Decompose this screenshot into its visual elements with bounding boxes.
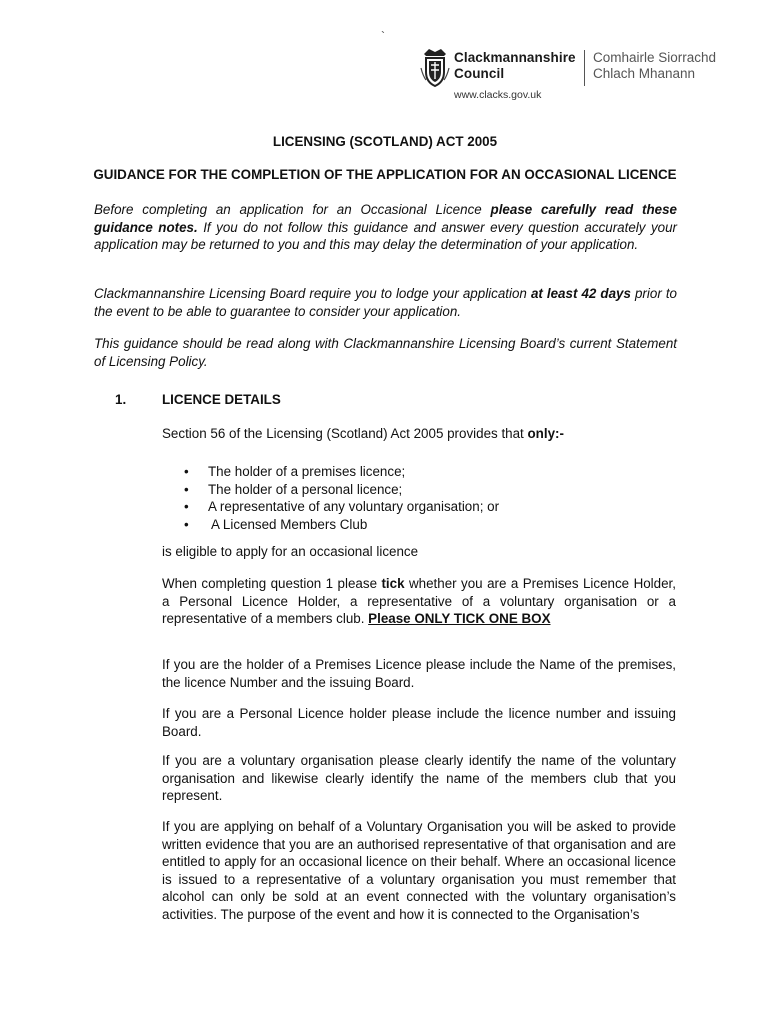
premises-licence-guidance: If you are the holder of a Premises Licence please include the Name of the premises, the licence Number and the issuing Board. <box>162 657 676 690</box>
logo-divider <box>584 50 585 86</box>
list-item: • A representative of any voluntary organisation; or <box>184 499 500 514</box>
guidance-title: GUIDANCE FOR THE COMPLETION OF THE APPLICATION FOR AN OCCASIONAL LICENCE <box>93 167 677 182</box>
personal-licence-guidance: If you are a Personal Licence holder please include the licence number and issuing Board. <box>162 706 676 739</box>
intro-paragraph-1: Before completing an application for an Occasional Licence please carefully read these guidance notes. If you do not follow this guidance and answer every question accurately your application may be returned to you and this may delay the determination of your application. <box>94 202 677 252</box>
section-title: LICENCE DETAILS <box>162 392 281 407</box>
list-item: • The holder of a premises licence; <box>184 464 406 479</box>
intro-paragraph-3: This guidance should be read along with Clackmannanshire Licensing Board’s current Statement of Licensing Policy. <box>94 336 677 369</box>
act-title: LICENSING (SCOTLAND) ACT 2005 <box>272 134 498 149</box>
section-number: 1. <box>115 392 127 407</box>
question-1-guidance: When completing question 1 please tick whether you are a Premises Licence Holder, a Personal Licence Holder, a representative of a voluntary organisation or a representative of a members club. Please ONLY TICK ONE BOX <box>162 576 676 626</box>
list-item: • A Licensed Members Club <box>184 516 368 532</box>
council-name: Clackmannanshire Council <box>454 50 576 81</box>
voluntary-organisation-guidance: If you are a voluntary organisation please clearly identify the name of the voluntary organisation and likewise clearly identify the name of the members club that you represent. <box>162 753 676 803</box>
eligible-holders-list <box>162 463 676 533</box>
council-crest-icon <box>420 46 450 90</box>
council-website: www.clacks.gov.uk <box>454 89 542 101</box>
eligibility-statement: is eligible to apply for an occasional licence <box>162 544 419 559</box>
stray-mark: ` <box>381 29 385 43</box>
intro-paragraph-2: Clackmannanshire Licensing Board require you to lodge your application at least 42 days prior to the event to be able to guarantee to consider your application. <box>94 286 677 319</box>
council-gaelic-name: Comhairle Siorrachd Chlach Mhanann <box>593 50 717 81</box>
council-logo <box>420 46 720 106</box>
section-lead: Section 56 of the Licensing (Scotland) Act 2005 provides that only:- <box>162 426 564 441</box>
voluntary-behalf-guidance: If you are applying on behalf of a Voluntary Organisation you will be asked to provide written evidence that you are an authorised representative of that organisation and are entitled to apply for an occasional licence on their behalf. Where an occasional licence is issued to a representative of a voluntary organisation you must remember that alcohol can only be sold at an event connected with the voluntary organisation’s activities. The purpose of the event and how it is connected to the Organisation’s <box>162 819 676 922</box>
list-item: • The holder of a personal licence; <box>184 481 403 497</box>
